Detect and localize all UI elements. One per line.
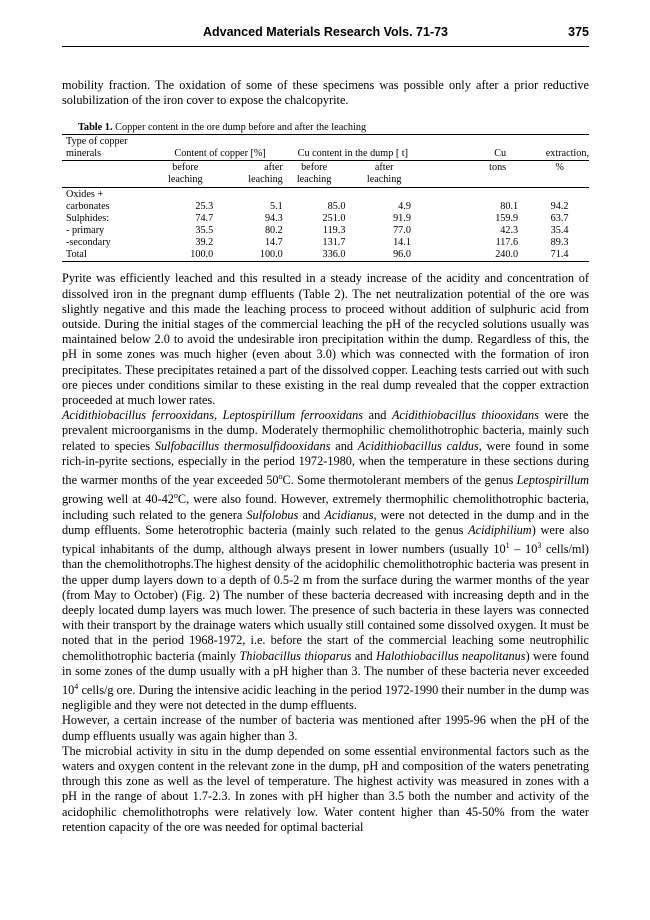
paragraph-microbial-activity: The microbial activity in situ in the dump depended on some essential environmental factors such as the waters and oxygen content in the relevant zone in the dump, pH and composition of the waters penetrating through this zone as well as the level of temperature. The highest activity was measured in zones with a pH in the range of about 1.7-2.3. In zones with pH higher than 3.5 both the number and activity of the acidophilic chemolithotrophs were relatively low. Water content higher than 45-50% from the water retention capacity of the ore was needed for optimal bacterial (62, 743, 589, 834)
subhead-before-leaching-pct: before leaching (157, 161, 213, 188)
page-number: 375 (568, 25, 589, 39)
table-row: -secondary 39.2 14.7 131.7 14.1 117.6 89.3 (66, 237, 569, 249)
table-header-row (62, 135, 589, 161)
intro-paragraph: mobility fraction. The oxidation of some of these specimens was possible only after a prior reductive solubilization of the iron cover to expose the chalcopyrite. (62, 78, 589, 108)
copper-content-table (62, 134, 589, 262)
col-cu-header: Cu (423, 135, 530, 161)
paragraph-pyrite-leaching: Pyrite was efficiently leached and this resulted in a steady increase of the acidity and concentration of dissolved iron in the pregnant dump effluents (Table 2). The net neutralization potential of the ore was slightly negative and this made the leaching process to proceed without addition of sulphuric acid from outside. During the initial stages of the commercial leaching the pH of the recycled solutions usually was maintained below 2.0 to avoid the undesirable iron precipitation within the dump. Regardless of this, the pH in some zones was much higher (even about 3.0) which was connected with the formation of iron precipitates. These precipitates retained a part of the dissolved copper. Leaching tests carried out with such ore pieces under conditions similar to these existing in the real dump revealed that the copper extraction proceeded at much lower rates. (62, 271, 589, 408)
paragraph-microorganisms: Acidithiobacillus ferrooxidans, Leptospirillum ferrooxidans and Acidithiobacillus thiooxidans were the prevalent microorganisms in the dump. Moderately thermophilic chemolithotrophic bacteria, mainly such related to species Sulfobacillus thermosulfidooxidans and Acidithiobacillus caldus, were found in some rich-in-pyrite sections, especially in the period 1972-1980, when the temperature in these sections during the warmer months of the year exceeded 50$^o$C. Some thermotolerant members of the genus Leptospirillum growing well at 40-42$^o$C, were also found. However, extremely thermophilic chemolithotrophic bacteria, including such related to the genera Sulfolobus and Acidianus, were not detected in the dump and in the dump effluents. Some heterotrophic bacteria (mainly such related to the genus Acidiphilium) were also typical inhabitants of the dump, although always present in lower numbers (usually $10^1 - 10^3$ cells/ml) than the chemolithotrophs.The highest density of the acidophilic chemolithotrophic bacteria was present in the upper dump layers down to a depth of 0.5-2 m from the surface during the warmer months of the year (from May to October) (Fig. 2) The number of these bacteria decreased with increasing depth and in the deeply located dump layers was much lower. The presence of such bacteria in these layers was connected with their transport by the drainage waters which usually still contained some dissolved oxygen. It must be noted that in the period 1968-1972, i.e. before the start of the commercial leaching some neutrophilic chemolithotrophic bacteria (mainly Thiobacillus thioparus and Halothiobacillus neapolitanus) were found in some zones of the dump usually with a pH higher than 3. The number of these bacteria never exceeded $10^4$ cells/g ore. During the intensive acidic leaching in the period 1972-1990 their number in the dump was negligible and they were not detected in the dump effluents. (62, 408, 590, 713)
subhead-after-leaching-pct: after leaching (213, 161, 283, 188)
subhead-before-leaching-t: before leaching (283, 161, 346, 188)
col-type-header: Type of copper minerals (62, 135, 157, 161)
table-caption-text: Copper content in the ore dump before and after the leaching (112, 122, 367, 134)
subhead-tons: tons (423, 161, 530, 188)
running-header (62, 22, 589, 47)
table-caption-label: Table 1. (78, 122, 113, 134)
col-cu-dump-header: Cu content in the dump [ t] (283, 135, 423, 161)
table-row: Sulphides: 74.7 94.3 251.0 91.9 159.9 63.7 (66, 213, 569, 225)
subhead-after-leaching-t: after leaching (345, 161, 422, 188)
page-body (62, 78, 589, 835)
subhead-percent: % (530, 161, 589, 188)
journal-title: Advanced Materials Research Vols. 71-73 (202, 25, 449, 39)
col-extraction-header: extraction, (530, 135, 589, 161)
table-row: Total 100.0 100.0 336.0 96.0 240.0 71.4 (62, 249, 589, 262)
col-content-copper-header: Content of copper [%] (157, 135, 282, 161)
table-caption (78, 121, 589, 134)
table-row: - primary 35.5 80.2 119.3 77.0 42.3 35.4 (66, 225, 569, 237)
table-subheader-row (62, 161, 589, 188)
table-row: Oxides + (62, 188, 589, 202)
table-row: carbonates 25.3 5.1 85.0 4.9 80.1 94.2 (66, 201, 569, 213)
paragraph-bacteria-increase: However, a certain increase of the number of bacteria was mentioned after 1995-96 when the pH of the dump effluents usually was again higher than 3. (62, 713, 589, 743)
